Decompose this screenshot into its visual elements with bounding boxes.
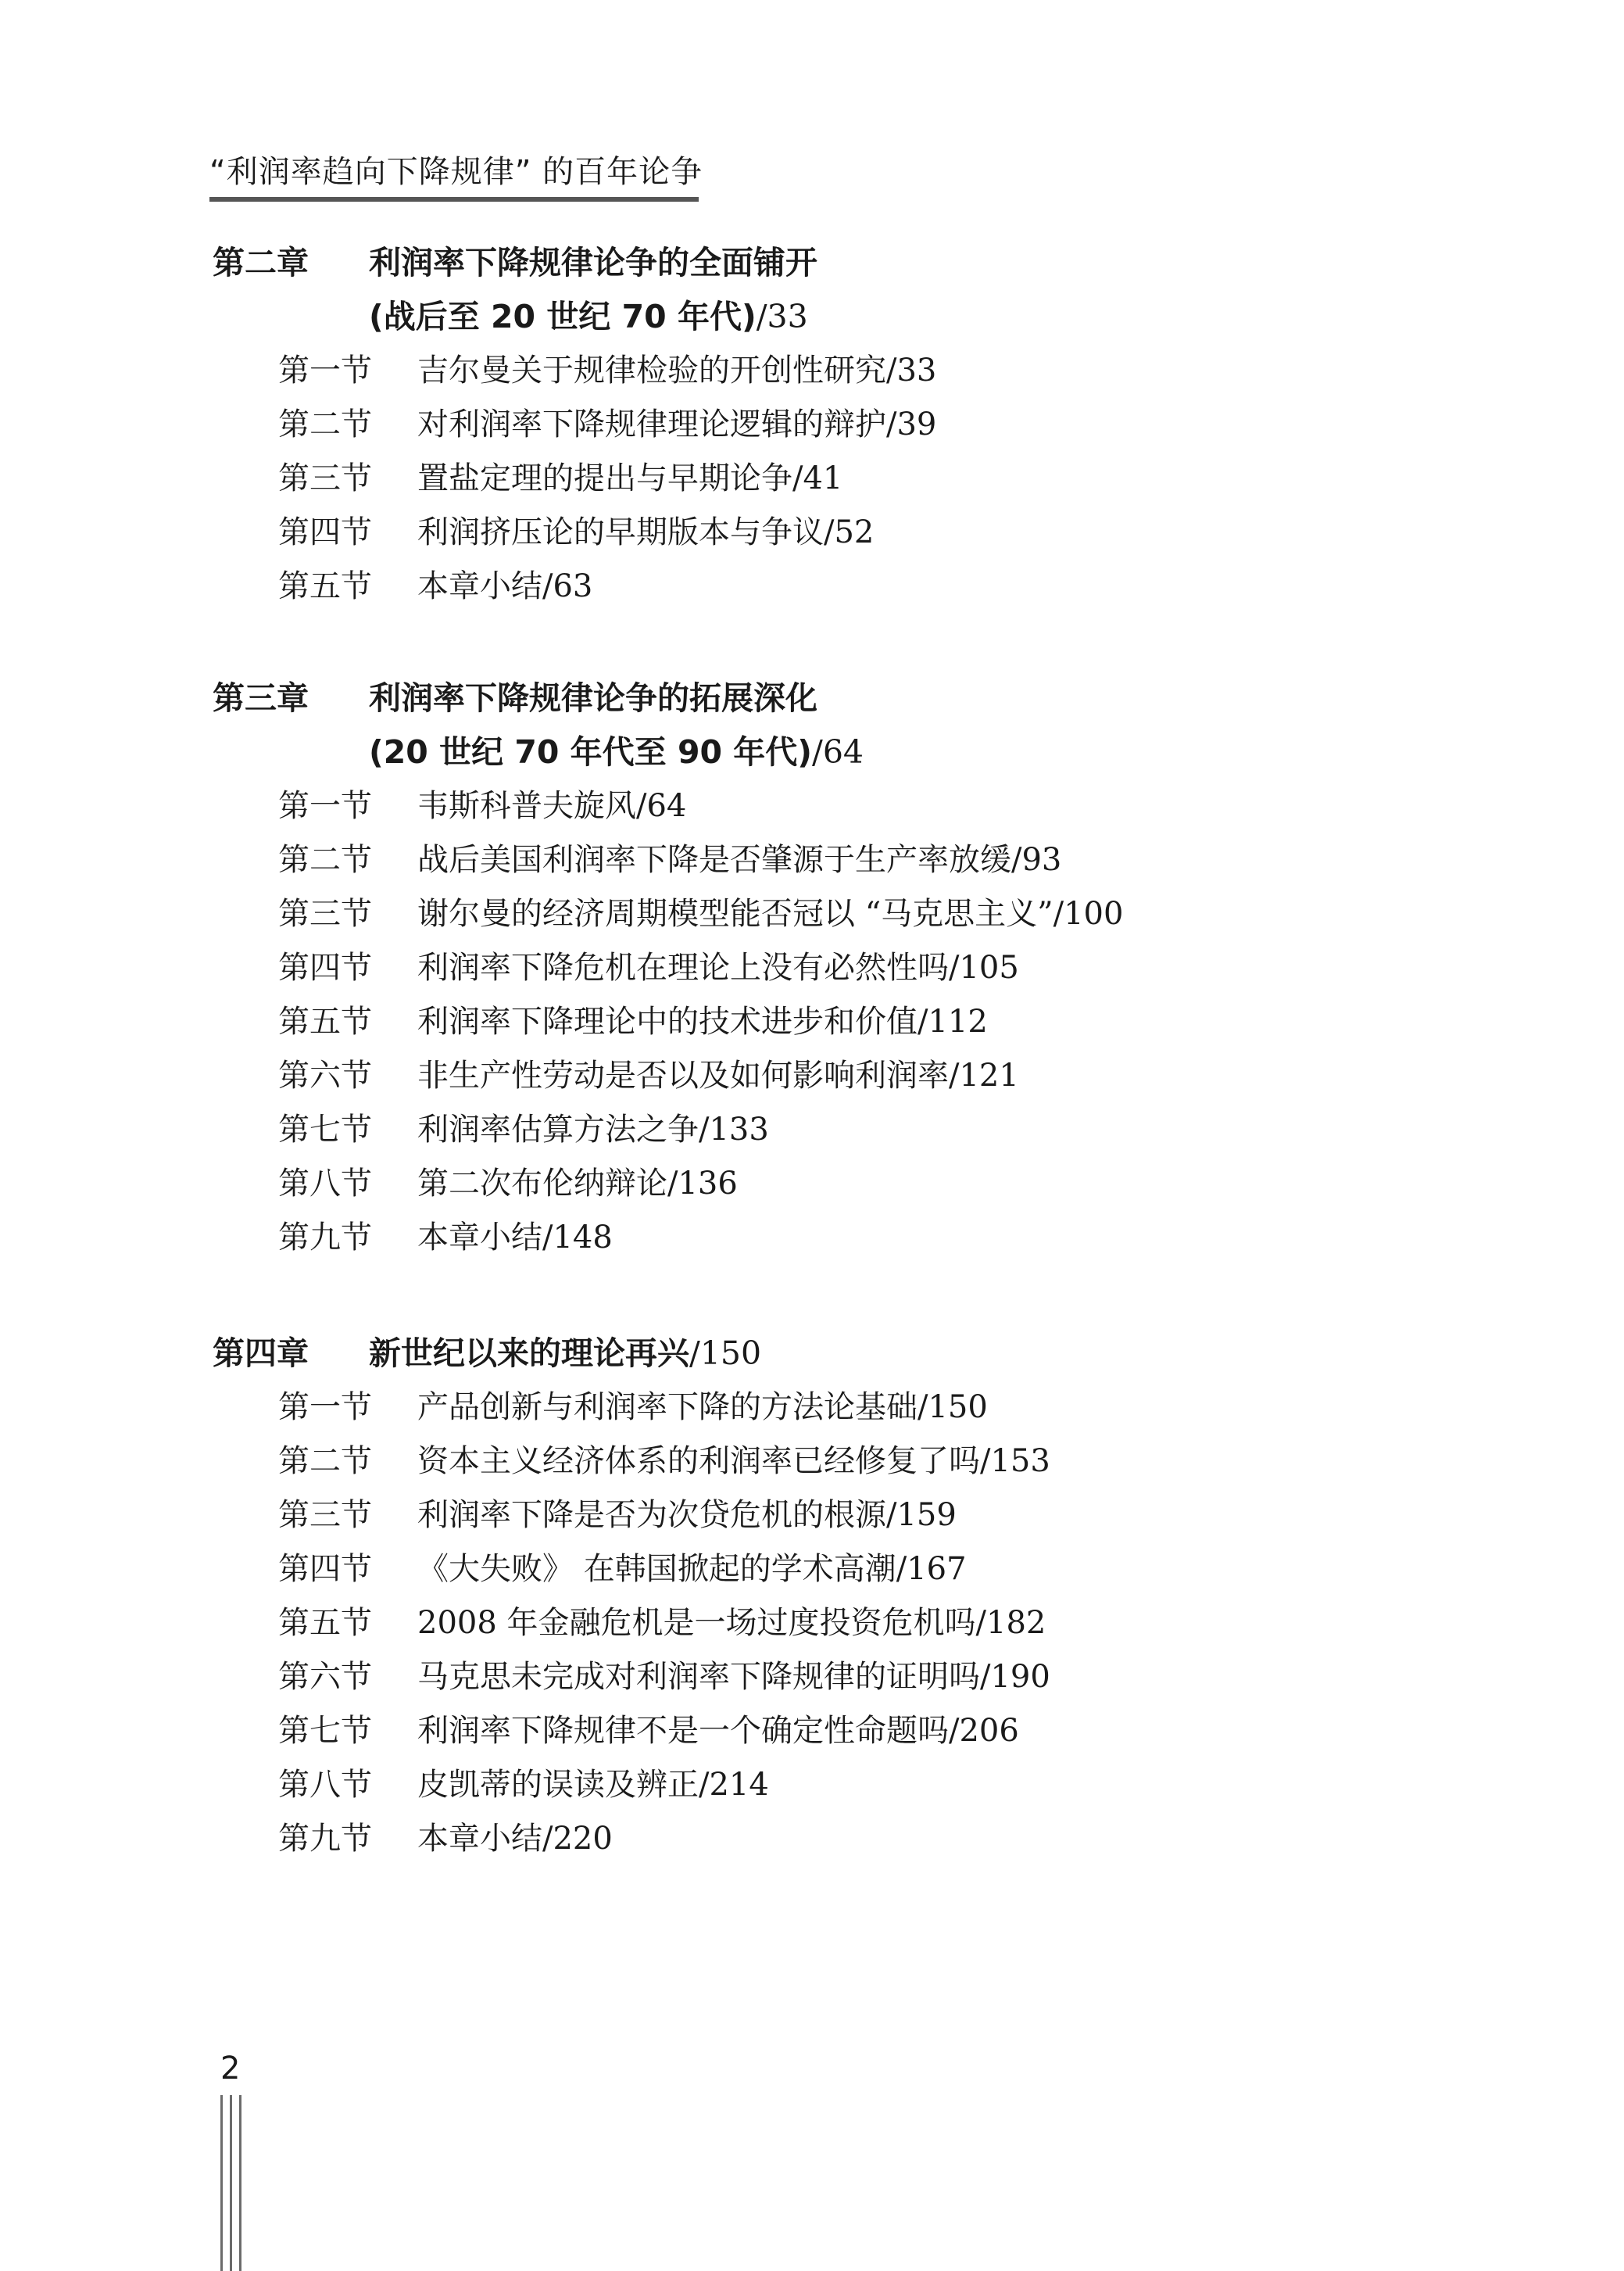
section-number: 第五节 (278, 1004, 372, 1040)
section-page: /159 (886, 1497, 957, 1533)
section-number: 第五节 (278, 568, 372, 604)
chapter-title: 利润率下降规律论争的全面铺开 (369, 244, 817, 281)
section-number: 第一节 (278, 353, 372, 389)
toc-entry (278, 1542, 1541, 1596)
section-number: 第一节 (278, 1389, 372, 1425)
margin-line (239, 2095, 241, 2271)
section-page: /93 (1011, 842, 1062, 878)
toc-entry (278, 560, 1541, 614)
section-page: /167 (896, 1551, 967, 1587)
section-title: 利润率下降理论中的技术进步和价值 (417, 1004, 918, 1040)
section-number: 第二节 (278, 1443, 372, 1479)
section-page: /52 (824, 514, 875, 550)
section-list (213, 779, 1541, 1265)
section-title: 利润率下降规律不是一个确定性命题吗 (417, 1713, 949, 1749)
page-number: 2 (220, 2051, 241, 2087)
running-head-rule (209, 197, 699, 202)
section-page: /220 (542, 1821, 613, 1857)
toc-entry (278, 995, 1541, 1049)
section-number: 第九节 (278, 1821, 372, 1857)
section-number: 第六节 (278, 1659, 372, 1695)
chapter-3 (213, 672, 1541, 1265)
section-page: /214 (699, 1767, 769, 1803)
section-title: 产品创新与利润率下降的方法论基础 (417, 1389, 918, 1425)
section-page: /206 (949, 1713, 1019, 1749)
toc-entry (278, 1758, 1541, 1812)
chapter-page: /33 (756, 298, 808, 335)
chapter-2 (213, 236, 1541, 614)
toc-entry (278, 344, 1541, 398)
toc-entry (278, 506, 1541, 560)
toc-entry (278, 779, 1541, 833)
section-page: /153 (980, 1443, 1050, 1479)
chapter-subtitle: (20 世纪 70 年代至 90 年代) (369, 733, 813, 771)
toc-entry (278, 1103, 1541, 1157)
section-number: 第二节 (278, 842, 372, 878)
section-number: 第九节 (278, 1220, 372, 1255)
running-head: “利润率趋向下降规律” 的百年论争 (209, 154, 703, 190)
section-title: 皮凯蒂的误读及辨正 (417, 1767, 699, 1803)
section-number: 第五节 (278, 1605, 372, 1641)
section-title: 战后美国利润率下降是否肇源于生产率放缓 (417, 842, 1011, 878)
section-number: 第三节 (278, 896, 372, 932)
chapter-heading (213, 1327, 1541, 1381)
chapter-title: 新世纪以来的理论再兴 (369, 1334, 689, 1372)
section-title: 本章小结 (417, 568, 542, 604)
section-title: 对利润率下降规律理论逻辑的辩护 (417, 407, 886, 442)
section-title: 本章小结 (417, 1220, 542, 1255)
section-title: 利润率下降危机在理论上没有必然性吗 (417, 950, 949, 986)
section-list (213, 1381, 1541, 1866)
section-number: 第一节 (278, 788, 372, 824)
section-title: 2008 年金融危机是一场过度投资危机吗 (417, 1605, 976, 1641)
section-page: /136 (667, 1166, 738, 1202)
section-title: 马克思未完成对利润率下降规律的证明吗 (417, 1659, 980, 1695)
section-page: /121 (949, 1058, 1019, 1094)
toc-entry (278, 1650, 1541, 1704)
chapter-subtitle-line (213, 290, 1541, 344)
toc-entry (278, 1049, 1541, 1103)
section-title: 置盐定理的提出与早期论争 (417, 460, 792, 496)
section-page: /133 (699, 1112, 769, 1148)
section-number: 第四节 (278, 1551, 372, 1587)
section-page: /150 (918, 1389, 988, 1425)
section-page: /148 (542, 1220, 613, 1255)
section-number: 第七节 (278, 1112, 372, 1148)
section-title: 吉尔曼关于规律检验的开创性研究 (417, 353, 886, 389)
section-title: 谢尔曼的经济周期模型能否冠以 “马克思主义” (417, 896, 1053, 932)
toc-entry (278, 1211, 1541, 1265)
toc-entry (278, 833, 1541, 887)
chapter-subtitle: (战后至 20 世纪 70 年代) (369, 298, 757, 335)
section-page: /33 (886, 353, 937, 389)
toc-entry (278, 1435, 1541, 1488)
section-title: 利润率估算方法之争 (417, 1112, 699, 1148)
toc-entry (278, 1157, 1541, 1211)
toc-entry (278, 398, 1541, 452)
section-page: /112 (918, 1004, 988, 1040)
chapter-number: 第三章 (213, 679, 309, 717)
section-number: 第四节 (278, 950, 372, 986)
section-title: 资本主义经济体系的利润率已经修复了吗 (417, 1443, 980, 1479)
chapter-number: 第四章 (213, 1334, 309, 1372)
section-number: 第二节 (278, 407, 372, 442)
section-number: 第三节 (278, 1497, 372, 1533)
section-title: 利润率下降是否为次贷危机的根源 (417, 1497, 886, 1533)
section-page: /41 (792, 460, 843, 496)
chapter-number: 第二章 (213, 244, 309, 281)
section-number: 第三节 (278, 460, 372, 496)
margin-line (230, 2095, 232, 2271)
section-title: 非生产性劳动是否以及如何影响利润率 (417, 1058, 949, 1094)
chapter-subtitle-line (213, 725, 1541, 779)
section-title: 第二次布伦纳辩论 (417, 1166, 667, 1202)
section-page: /63 (542, 568, 593, 604)
toc-entry (278, 452, 1541, 506)
margin-decoration-lines (220, 2095, 244, 2271)
section-page: /64 (636, 788, 687, 824)
section-page: /182 (975, 1605, 1046, 1641)
toc-entry (278, 1596, 1541, 1650)
section-number: 第六节 (278, 1058, 372, 1094)
section-page: /105 (949, 950, 1019, 986)
chapter-heading (213, 236, 1541, 290)
section-title: 本章小结 (417, 1821, 542, 1857)
section-number: 第八节 (278, 1767, 372, 1803)
section-page: /100 (1053, 896, 1124, 932)
toc-entry (278, 887, 1541, 941)
section-title: 利润挤压论的早期版本与争议 (417, 514, 824, 550)
margin-line (220, 2095, 223, 2271)
toc-entry (278, 1488, 1541, 1542)
section-number: 第七节 (278, 1713, 372, 1749)
chapter-heading (213, 672, 1541, 725)
section-number: 第八节 (278, 1166, 372, 1202)
toc-entry (278, 1812, 1541, 1866)
toc-entry (278, 941, 1541, 995)
section-page: /190 (980, 1659, 1050, 1695)
section-page: /39 (886, 407, 937, 442)
chapter-4 (213, 1327, 1541, 1866)
section-number: 第四节 (278, 514, 372, 550)
toc-entry (278, 1704, 1541, 1758)
section-list (213, 344, 1541, 614)
chapter-title: 利润率下降规律论争的拓展深化 (369, 679, 817, 717)
section-title: 韦斯科普夫旋风 (417, 788, 636, 824)
chapter-page: /64 (812, 733, 864, 771)
section-title: 《大失败》 在韩国掀起的学术高潮 (417, 1551, 896, 1587)
chapter-page: /150 (689, 1334, 762, 1372)
toc-entry (278, 1381, 1541, 1435)
